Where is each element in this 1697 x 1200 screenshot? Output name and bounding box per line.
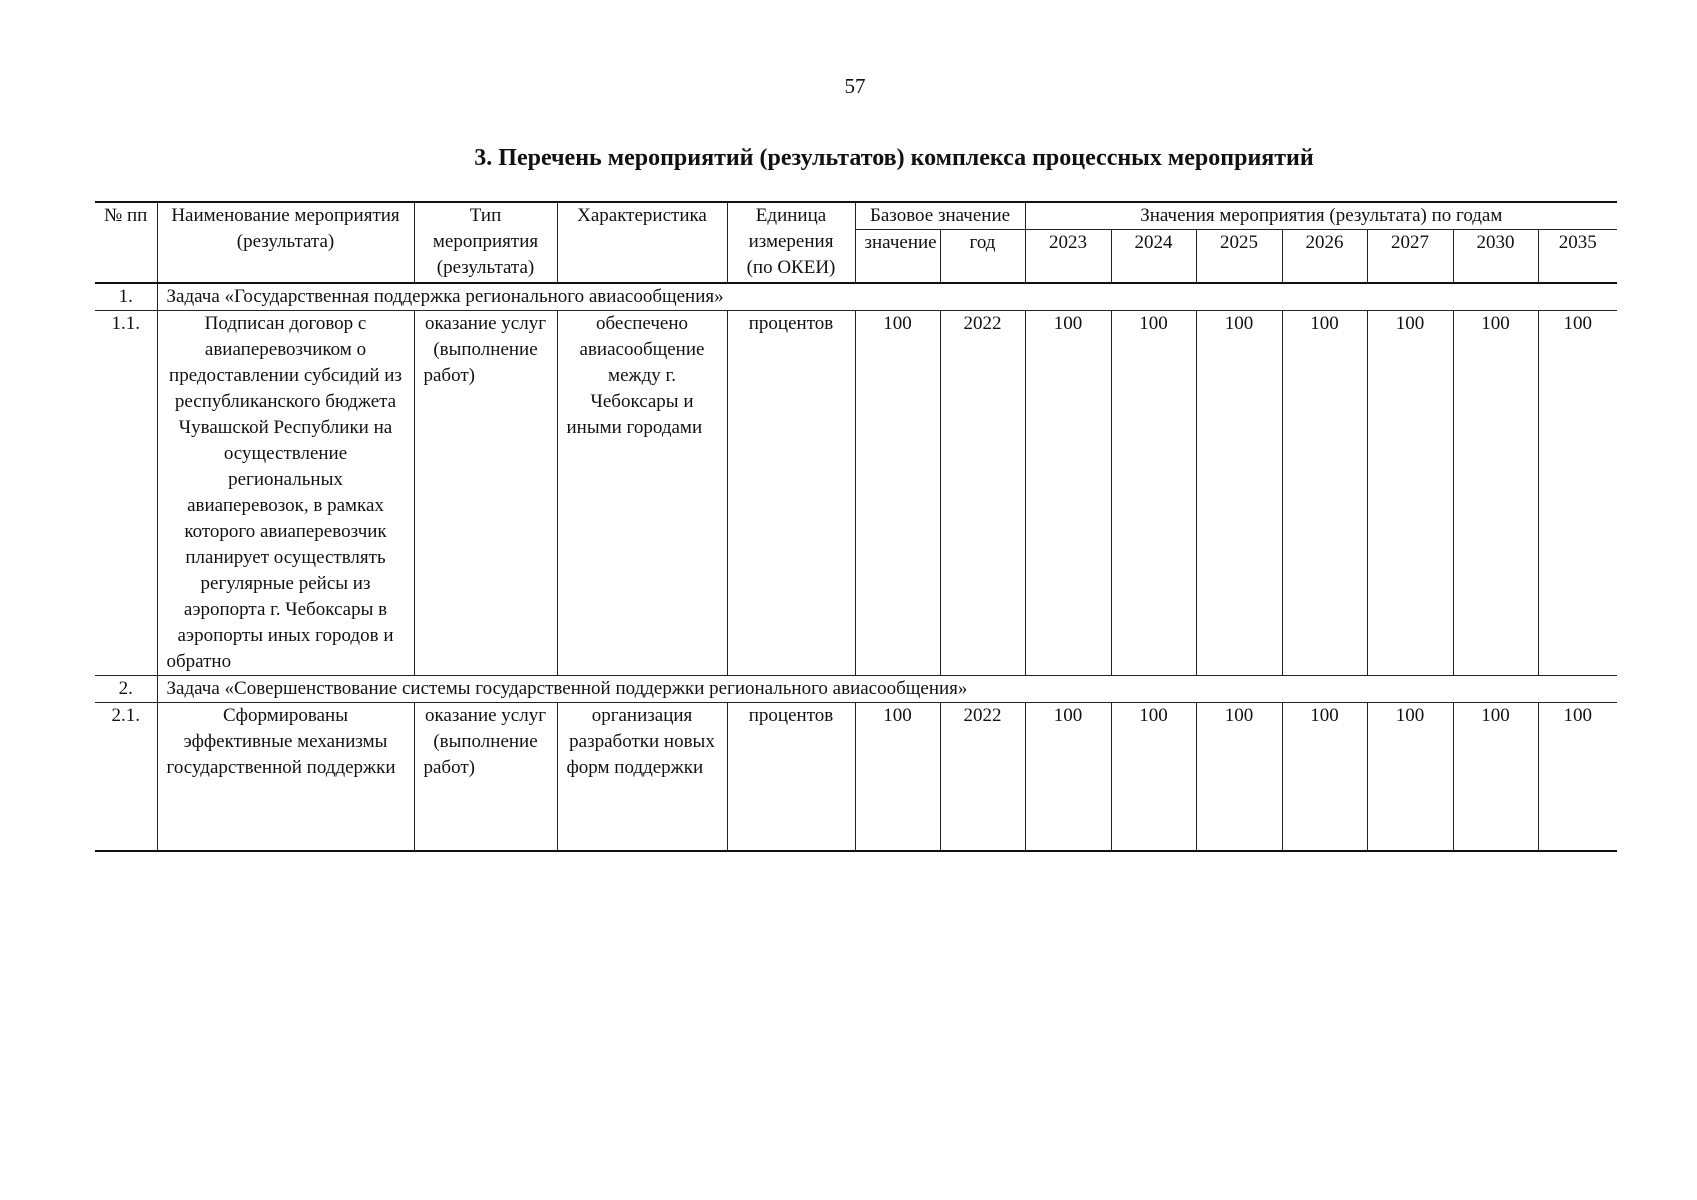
header-base-year: год [940,230,1025,284]
item-value-2026: 100 [1282,311,1367,676]
item-value-2027: 100 [1367,311,1453,676]
header-unit: Единица измерения (по ОКЕИ) [727,202,855,283]
task-num: 1. [95,283,157,311]
page-number: 57 [844,74,866,98]
header-year-2024: 2024 [1111,230,1196,284]
item-value-2030: 100 [1453,703,1538,851]
item-characteristic: организация разработки новых форм поддержки [557,703,727,851]
item-value-2026: 100 [1282,703,1367,851]
header-base: Базовое значение [855,202,1025,230]
item-num: 2.1. [95,703,157,851]
item-value-2023: 100 [1025,311,1111,676]
header-base-value: значение [855,230,940,284]
task-num: 2. [95,676,157,703]
item-value-2025: 100 [1196,703,1282,851]
header-name: Наименование мероприятия (результата) [157,202,414,283]
item-name: Сформированы эффективные механизмы государственной поддержки [157,703,414,851]
item-base-value: 100 [855,703,940,851]
item-value-2027: 100 [1367,703,1453,851]
item-value-2035: 100 [1538,311,1617,676]
header-type: Тип мероприятия (результата) [414,202,557,283]
item-value-2035: 100 [1538,703,1617,851]
item-name: Подписан договор с авиаперевозчиком о предоставлении субсидий из республиканского бюджета Чувашской Республики на осуществление региональных авиаперевозок, в рамках которого авиаперевозчик планирует осуществлять регулярные рейсы из аэропорта г. Чебоксары в аэропорты иных городов и обратно [157,311,414,676]
header-year-2035: 2035 [1538,230,1617,284]
table-row [95,311,1617,676]
header-num: № пп [95,202,157,283]
item-value-2030: 100 [1453,311,1538,676]
item-base-year: 2022 [940,703,1025,851]
document-title: 3. Перечень мероприятий (результатов) комплекса процессных мероприятий [474,145,1314,171]
header-year-2026: 2026 [1282,230,1367,284]
task-row [95,676,1617,703]
header-year-2030: 2030 [1453,230,1538,284]
header-characteristic: Характеристика [557,202,727,283]
item-value-2023: 100 [1025,703,1111,851]
header-year-2023: 2023 [1025,230,1111,284]
item-type: оказание услуг (выполнение работ) [414,703,557,851]
header-year-2027: 2027 [1367,230,1453,284]
table-row [95,703,1617,851]
item-base-year: 2022 [940,311,1025,676]
item-num: 1.1. [95,311,157,676]
item-value-2024: 100 [1111,703,1196,851]
item-characteristic: обеспечено авиасообщение между г. Чебоксары и иными городами [557,311,727,676]
item-value-2025: 100 [1196,311,1282,676]
task-title: Задача «Государственная поддержка регионального авиасообщения» [157,283,1617,311]
item-unit: процентов [727,703,855,851]
header-values-by-year: Значения мероприятия (результата) по годам [1025,202,1617,230]
item-unit: процентов [727,311,855,676]
measures-table [95,201,1617,852]
task-row [95,283,1617,311]
header-year-2025: 2025 [1196,230,1282,284]
item-value-2024: 100 [1111,311,1196,676]
item-type: оказание услуг (выполнение работ) [414,311,557,676]
item-base-value: 100 [855,311,940,676]
task-title: Задача «Совершенствование системы государственной поддержки регионального авиасообщения» [157,676,1617,703]
